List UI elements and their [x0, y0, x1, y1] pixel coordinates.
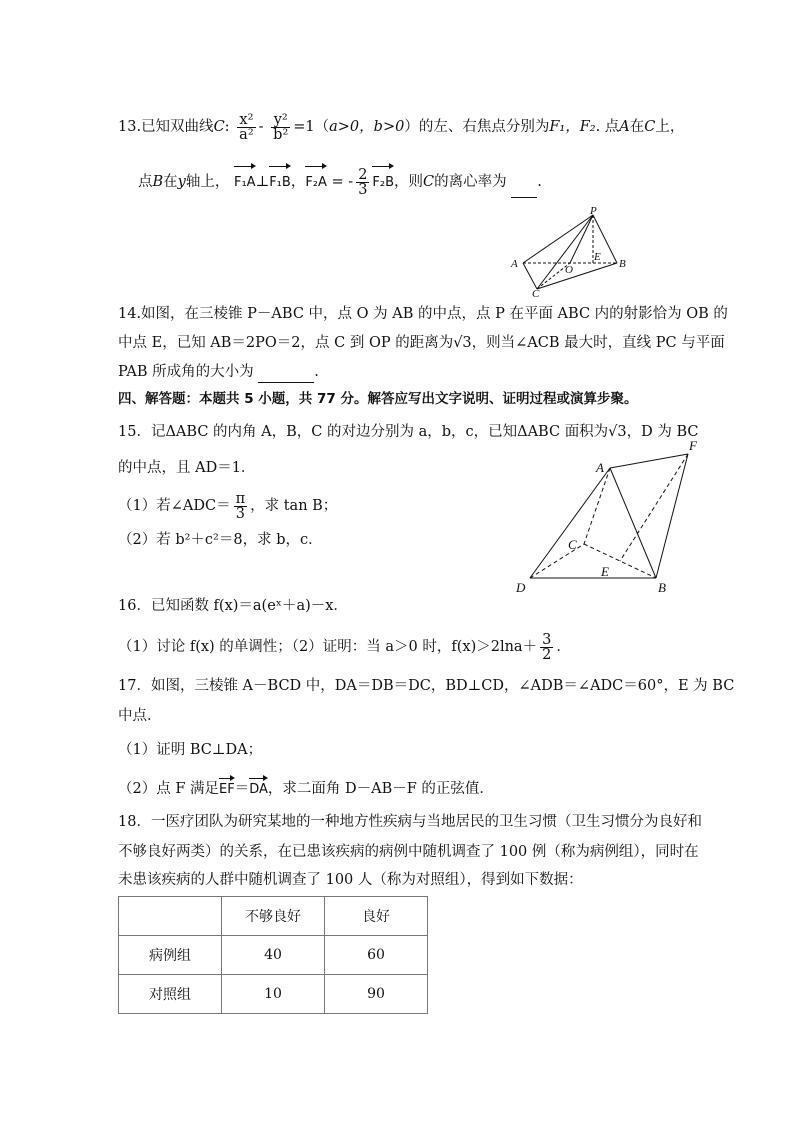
- table-header-cell: 良好: [325, 897, 428, 936]
- vector-f1a: F₁A: [234, 164, 256, 198]
- q18-line3: 未患该疾病的人群中随机调查了 100 人（称为对照组），得到如下数据：: [118, 872, 583, 888]
- table-header-row: [119, 897, 428, 936]
- table-cell: 90: [325, 975, 428, 1014]
- q16-line2: （1）讨论 f(x) 的单调性；（2）证明：当 a＞0 时，f(x)＞2lna＋ $\frac{3}{2}$ ．: [118, 631, 571, 663]
- q14-line1: 14.如图，在三棱锥 P－ABC 中，点 O 为 AB 的中点，点 P 在平面 ABC 内的射影恰为 OB 的: [118, 306, 728, 322]
- label-b: B: [619, 258, 626, 270]
- q14-line3: PAB 所成角的大小为 .: [118, 362, 319, 383]
- label-e: E: [594, 251, 601, 263]
- table-header-cell: 不够良好: [222, 897, 325, 936]
- edge-ac: [584, 468, 610, 544]
- table-row: [119, 936, 428, 975]
- q17-line1: 17．如图，三棱锥 A－BCD 中，DA＝DB＝DC，BD⊥CD，∠ADB＝∠ADC＝60°，E 为 BC: [118, 678, 735, 694]
- edge-cb: [537, 263, 617, 289]
- edge-ab: [610, 468, 656, 578]
- table-row-label: 病例组: [119, 936, 222, 975]
- q13-x-fraction: $\frac{\text{x²}}{\text{a²}}$: [239, 111, 254, 143]
- q14-line2: 中点 E，已知 AB＝2PO＝2，点 C 到 OP 的距离为√3，则当∠ACB 最大时，直线 PC 与平面: [118, 335, 725, 351]
- q13-line1: 13.已知双曲线C: $\frac{\text{x²}}{\text{a²}}$ - $\frac{\text{y²}}{\text{b²}}$ =1（a>0，b>0）的左、右焦点分别为F₁，F₂. 点A在C上，: [118, 111, 685, 143]
- edge-af: [610, 454, 688, 468]
- q16-line1: 16．已知函数 f(x)＝a(eˣ＋a)－x．: [118, 598, 348, 614]
- label-c: C: [568, 537, 577, 552]
- label-p: P: [590, 205, 597, 217]
- q17-part1: （1）证明 BC⊥DA；: [118, 742, 263, 758]
- table-row-label: 对照组: [119, 975, 222, 1014]
- q18-line1: 18．一医疗团队为研究某地的一种地方性疾病与当地居民的卫生习惯（卫生习惯分为良好和: [118, 814, 702, 830]
- vector-da: DA: [249, 776, 268, 800]
- q18-line2: 不够良好两类）的关系，在已患该疾病的病例中随机调查了 100 例（称为病例组），同时在: [118, 844, 699, 860]
- table-header-cell: [119, 897, 222, 936]
- label-d: D: [516, 580, 526, 595]
- q13-coef-fraction: $\frac{2}{3}$: [358, 166, 368, 198]
- q15-part2: （2）若 b²＋c²＝8，求 b，c．: [118, 532, 323, 548]
- q16-fraction: $\frac{3}{2}$: [542, 631, 552, 663]
- edge-fe: [620, 454, 688, 561]
- q15-line2: 的中点，且 AD＝1．: [118, 460, 256, 476]
- q13-y-fraction: $\frac{\text{y²}}{\text{b²}}$: [273, 111, 289, 143]
- edge-ac: [523, 263, 537, 289]
- q13-number: 13.: [118, 119, 142, 135]
- answer-blank-13[interactable]: [511, 167, 537, 198]
- data-table: [118, 896, 428, 1014]
- edge-pa: [523, 215, 593, 263]
- table-cell: 60: [325, 936, 428, 975]
- figure-pyramid-abcd: [508, 436, 708, 598]
- answer-blank-14[interactable]: [258, 362, 314, 383]
- q15-line1: 15．记ΔABC 的内角 A，B，C 的对边分别为 a，b，c，已知ΔABC 面积为√3，D 为 BC: [118, 424, 699, 440]
- label-a: A: [511, 258, 518, 270]
- label-e: E: [601, 564, 609, 579]
- label-a: A: [596, 460, 604, 475]
- label-c: C: [532, 288, 540, 297]
- edge-fb: [656, 454, 688, 578]
- vector-f2b: F₂B: [372, 164, 394, 198]
- vector-f2a: F₂A: [305, 164, 327, 198]
- q15-part1: （1）若∠ADC＝ $\frac{\pi}{3}$ ，求 tan B；: [118, 490, 338, 522]
- label-f: F: [689, 438, 697, 453]
- q17-line2: 中点．: [118, 708, 162, 724]
- edge-po: [570, 215, 593, 263]
- figure-pyramid-pabc: [505, 205, 635, 297]
- edge-ad: [530, 468, 610, 578]
- label-b: B: [658, 580, 666, 595]
- table-cell: 10: [222, 975, 325, 1014]
- vector-ef: EF: [219, 776, 235, 800]
- q13-line2: 点B在y轴上， F₁A⊥F₁B，F₂A = - $\frac{2}{3}$ F₂B，则C的离心率为 .: [138, 164, 542, 194]
- table-cell: 40: [222, 936, 325, 975]
- table-row: [119, 975, 428, 1014]
- label-o: O: [565, 264, 573, 276]
- vector-f1b: F₁B: [269, 164, 291, 198]
- q15-pi-fraction: $\frac{\pi}{3}$: [235, 490, 246, 522]
- q17-part2: （2）点 F 满足EF＝DA，求二面角 D－AB－F 的正弦值．: [118, 776, 494, 800]
- edge-pc: [537, 215, 593, 289]
- section-4-title: 四、解答题：本题共 5 小题，共 77 分。解答应写出文字说明、证明过程或演算步聚。: [118, 391, 638, 407]
